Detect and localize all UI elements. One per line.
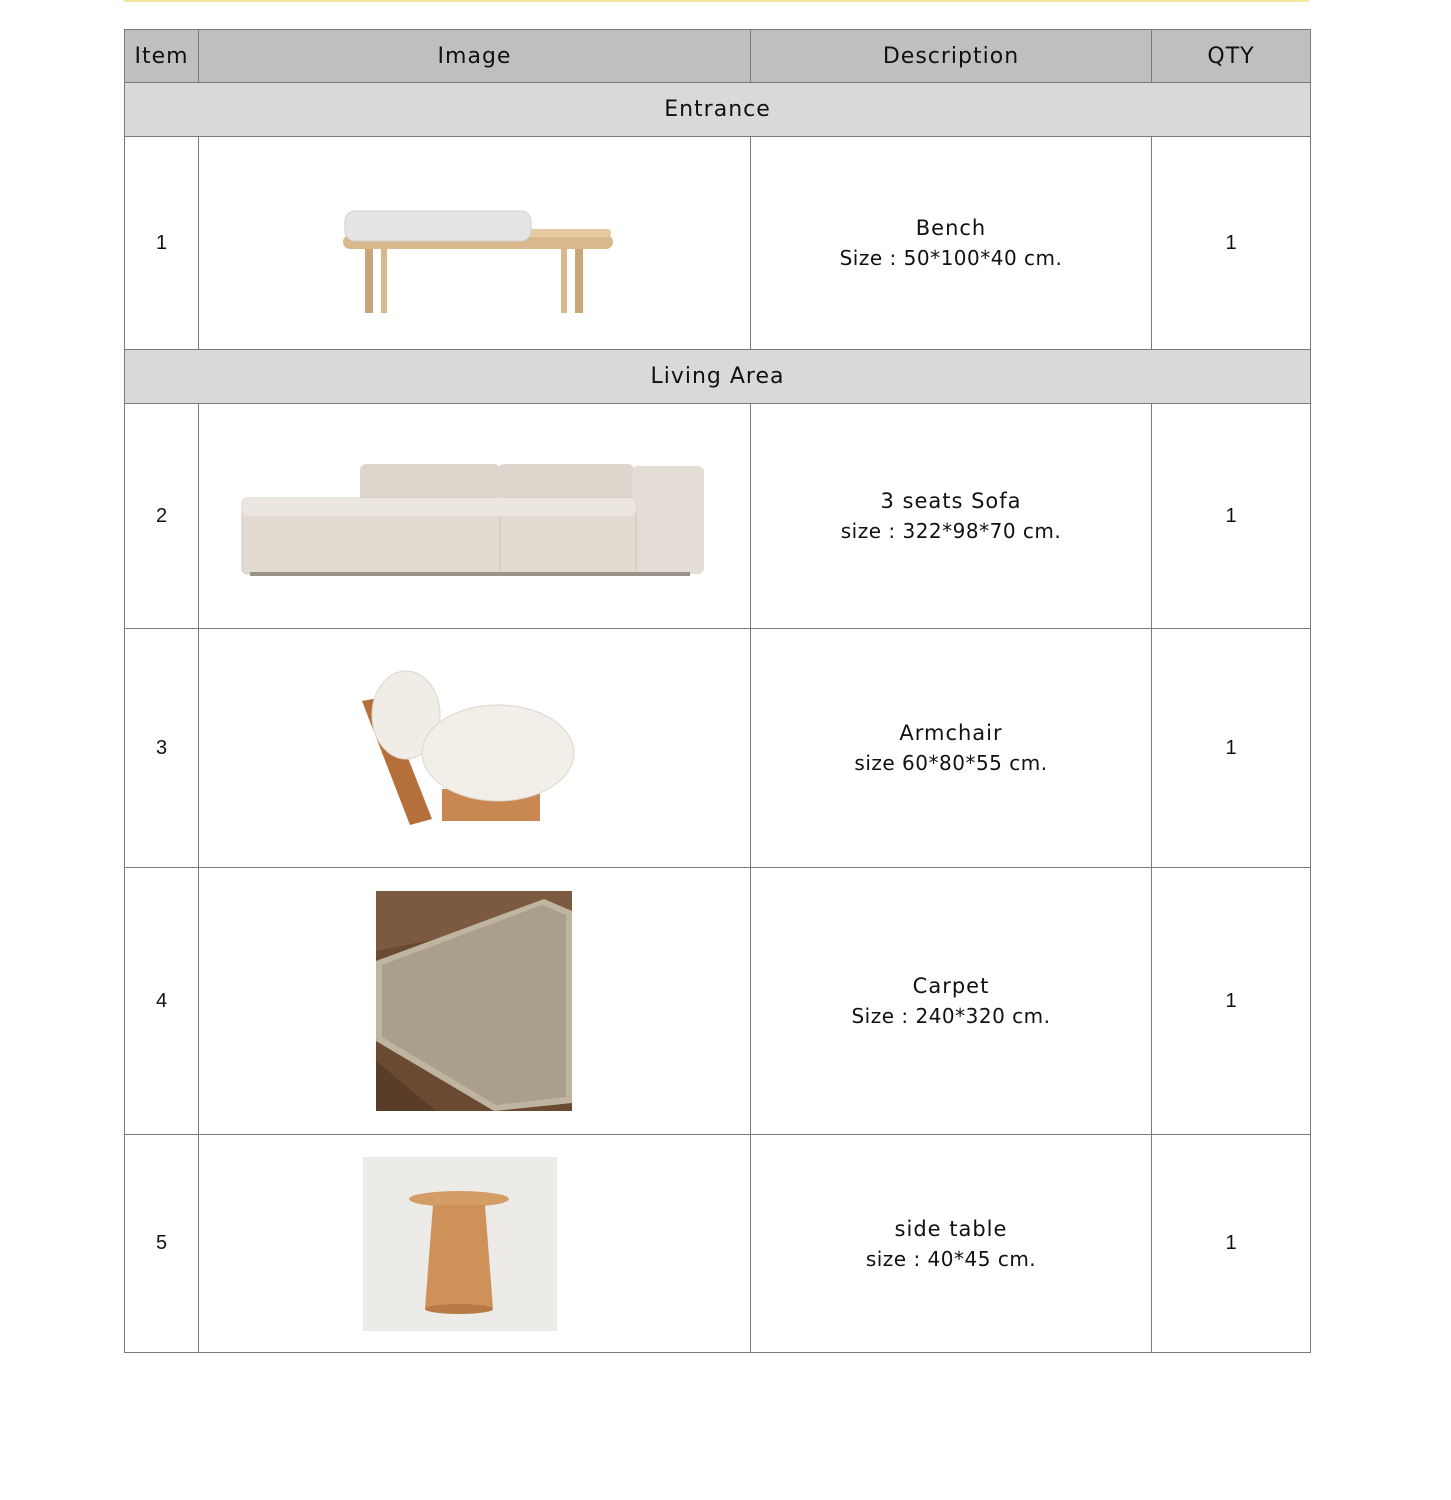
item-name: Armchair — [899, 721, 1003, 745]
sofa-image — [199, 404, 751, 629]
description-cell — [751, 868, 1152, 1135]
table-row — [125, 868, 1311, 1135]
description-cell — [751, 404, 1152, 629]
item-number: 4 — [125, 868, 199, 1135]
sofa-image-icon — [240, 454, 710, 579]
item-size: Size : 240*320 cm. — [851, 1004, 1051, 1028]
section-title-entrance: Entrance — [125, 83, 1311, 137]
armchair-image-icon — [360, 661, 590, 836]
section-row — [125, 83, 1311, 137]
table-row — [125, 137, 1311, 350]
header-description: Description — [751, 30, 1152, 83]
item-name: side table — [894, 1216, 1008, 1241]
item-number: 3 — [125, 629, 199, 868]
bench-image-icon — [325, 173, 625, 313]
item-number: 1 — [125, 137, 199, 350]
item-name: Bench — [915, 216, 987, 240]
header-item: Item — [125, 30, 199, 83]
item-number: 2 — [125, 404, 199, 629]
header-image: Image — [199, 30, 751, 83]
side-table-image — [199, 1135, 751, 1353]
item-qty: 1 — [1152, 137, 1311, 350]
furniture-table — [124, 29, 1311, 1353]
section-row — [125, 350, 1311, 404]
carpet-image — [199, 868, 751, 1135]
table-row — [125, 404, 1311, 629]
item-qty: 1 — [1152, 1135, 1311, 1353]
item-name: 3 seats Sofa — [880, 489, 1022, 513]
item-size: Size : 50*100*40 cm. — [839, 246, 1063, 270]
side-table-image-icon — [363, 1157, 557, 1331]
top-rule — [124, 0, 1309, 2]
item-size: size : 322*98*70 cm. — [840, 519, 1062, 543]
item-qty: 1 — [1152, 868, 1311, 1135]
table-row — [125, 1135, 1311, 1353]
description-cell — [751, 629, 1152, 868]
item-size: size : 40*45 cm. — [865, 1246, 1037, 1271]
header-qty: QTY — [1152, 30, 1311, 83]
item-size: size 60*80*55 cm. — [854, 751, 1048, 775]
bench-image — [199, 137, 751, 350]
table-row — [125, 629, 1311, 868]
header-row — [125, 30, 1311, 83]
item-qty: 1 — [1152, 629, 1311, 868]
item-number: 5 — [125, 1135, 199, 1353]
section-title-living-area: Living Area — [125, 350, 1311, 404]
description-cell — [751, 137, 1152, 350]
armchair-image — [199, 629, 751, 868]
item-qty: 1 — [1152, 404, 1311, 629]
item-name: Carpet — [912, 974, 990, 998]
description-cell — [751, 1135, 1152, 1353]
carpet-image-icon — [376, 891, 572, 1111]
